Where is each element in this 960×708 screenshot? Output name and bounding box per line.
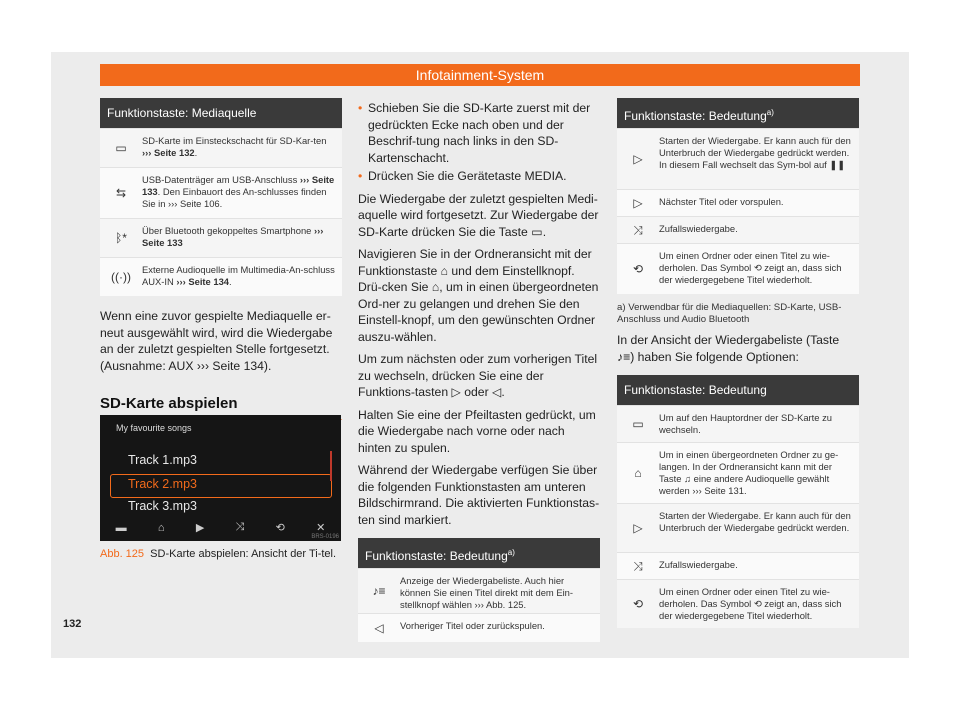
- page-number: 132: [63, 618, 82, 630]
- paragraph: Um zum nächsten oder zum vorherigen Titel zu wechseln, drücken Sie eine der Funktions-tasten ▷ oder ◁.: [358, 352, 598, 399]
- paragraph: In der Ansicht der Wiedergabeliste (Taste ♪≡) haben Sie folgende Optionen:: [617, 333, 840, 364]
- table-row: [100, 167, 342, 218]
- table-title: Funktionstaste: Mediaquelle: [100, 98, 342, 128]
- page-header: Infotainment-System: [100, 64, 860, 86]
- paragraph: Während der Wiedergabe verfügen Sie über die folgenden Funktionstasten am unteren Bildschirmrand. Die aktivierten Funktionstas-ten sind markiert.: [358, 463, 600, 527]
- row-text: Starten der Wiedergabe. Er kann auch für den Unterbruch der Wiedergabe gedrückt werden.: [659, 510, 851, 533]
- sd-card-icon: ▭: [115, 141, 127, 155]
- shuffle-icon: ⤨: [633, 558, 643, 573]
- table-row: [617, 579, 859, 628]
- row-text: Um einen Ordner oder einen Titel zu wie-derholen. Das Symbol ⟲ zeigt an, dass sich der wiedergegebene Titel wiederholt.: [659, 586, 842, 621]
- row-text: Nächster Titel oder vorspulen.: [659, 196, 784, 207]
- row-text: Über Bluetooth gekoppeltes Smartphone ››› Seite 133: [142, 225, 324, 248]
- row-text: Vorheriger Titel oder zurückspulen.: [400, 620, 545, 631]
- row-text: SD-Karte im Einsteckschacht für SD-Kar-ten ››› Seite 132.: [142, 135, 327, 158]
- paragraph: Navigieren Sie in der Ordneransicht mit der Funktionstaste ⌂ und dem Einstellknopf. Drü-cken Sie ⌂, um in einen übergeordneten Ord-ner zu gelangen und drehen Sie den Einstell-knopf, um den gewünschten Ordner auszu-wählen.: [358, 247, 599, 344]
- sd-card-icon: ▭: [632, 417, 644, 431]
- shuffle-icon: ⤨: [633, 222, 643, 237]
- bullet-paragraph: • Schieben Sie die SD-Karte zuerst mit der gedrückten Ecke nach oben und der Beschrif-tung nach links in den SD-Kartenschacht.: [358, 100, 600, 166]
- paragraph: Die Wiedergabe der zuletzt gespielten Medi-aquelle wird fortgesetzt. Zur Wiedergabe der SD-Karte drücken Sie die Taste ▭.: [358, 191, 599, 239]
- play-icon: ▷: [633, 152, 643, 166]
- table-row: [617, 503, 859, 552]
- sd-card-icon: ▬: [115, 521, 127, 534]
- track-item-selected: Track 2.mp3: [128, 477, 198, 491]
- track-item: Track 1.mp3: [128, 453, 198, 467]
- playlist-icon: ♪≡: [372, 584, 386, 598]
- table-row: [100, 257, 342, 296]
- table-title: Funktionstaste: Bedeutung: [617, 375, 859, 405]
- column-right: [617, 98, 859, 628]
- shuffle-icon: ⤨: [235, 521, 245, 533]
- close-icon: ✕: [316, 522, 326, 534]
- row-text: Um in einen übergeordneten Ordner zu ge-langen. In der Ordneransicht kann mit der Taste ♫ eine andere Audioquelle gewählt werden ››› Seite 131.: [659, 449, 839, 496]
- playlist-title: My favourite songs: [116, 423, 192, 433]
- repeat-icon: ⟲: [632, 262, 644, 276]
- table-row: [617, 216, 859, 243]
- function-key-table: [358, 538, 600, 642]
- table-row: [358, 613, 600, 642]
- table-row: [617, 442, 859, 503]
- table-row: [617, 405, 859, 442]
- scrollbar: [330, 451, 332, 481]
- column-left: [100, 98, 342, 420]
- play-icon: ▶: [195, 522, 205, 534]
- row-text: Zufallswiedergabe.: [659, 559, 738, 570]
- row-text: Starten der Wiedergabe. Er kann auch für den Unterbruch der Wiedergabe gedrückt werden. In diesem Fall wechselt das Sym-bol auf ❚❚: [659, 135, 851, 170]
- row-text: Zufallswiedergabe.: [659, 223, 738, 234]
- bullet-paragraph: • Drücken Sie die Gerätetaste MEDIA.: [358, 168, 600, 185]
- table-row: [100, 128, 342, 167]
- intro-paragraph: Wenn eine zuvor gespielte Mediaquelle er-neut ausgewählt wird, wird die Wiedergabe an der zuletzt gespielten Stelle fortgesetzt. (Ausnahme: AUX ››› Seite 134).: [100, 309, 333, 373]
- previous-icon: ◁: [374, 621, 384, 635]
- row-text: Anzeige der Wiedergabeliste. Auch hier können Sie einen Titel direkt mit dem Ein-stellknopf wählen ››› Abb. 125.: [400, 575, 574, 610]
- table-row: [358, 568, 600, 613]
- table-row: [100, 218, 342, 257]
- play-icon: ▷: [633, 521, 643, 535]
- usb-icon: ⇆: [115, 186, 127, 200]
- figure-code: BRS-0196: [311, 534, 339, 540]
- media-source-table: [100, 98, 342, 296]
- table-row: [617, 552, 859, 579]
- caption-label: Abb. 125: [100, 548, 145, 560]
- table-title: Funktionstaste: Bedeutung$^{a)}$: [617, 98, 859, 128]
- table-row: [617, 128, 859, 189]
- next-icon: ▷: [633, 196, 643, 210]
- row-text: Um einen Ordner oder einen Titel zu wie-derholen. Das Symbol ⟲ zeigt an, dass sich der wiedergegebene Titel wiederholt.: [659, 250, 842, 285]
- track-item: Track 3.mp3: [128, 499, 198, 513]
- repeat-icon: ⟲: [632, 597, 644, 611]
- row-text: Externe Audioquelle im Multimedia-An-schluss AUX-IN ››› Seite 134.: [142, 264, 335, 287]
- playlist-options-table: [617, 375, 859, 628]
- table-title: Funktionstaste: Bedeutung$^{a)}$: [358, 538, 600, 568]
- table-row: [617, 243, 859, 294]
- row-text: Um auf den Hauptordner der SD-Karte zu wechseln.: [659, 412, 833, 435]
- footnote: a) Verwendbar für die Mediaquellen: SD-Karte, USB-Anschluss und Audio Bluetooth: [617, 302, 842, 325]
- bluetooth-icon: ᛒ*: [115, 231, 127, 245]
- paragraph: Halten Sie eine der Pfeiltasten gedrückt, um die Wiedergabe nach vorne oder nach hinten zu spulen.: [358, 407, 596, 455]
- function-key-table: [617, 98, 859, 294]
- folder-icon: ⌂: [157, 521, 165, 534]
- table-row: [617, 189, 859, 216]
- row-text: USB-Datenträger am USB-Anschluss ››› Seite 133. Den Einbauort des An-schlusses finden Sie in ››› Seite 106.: [142, 174, 335, 209]
- section-heading: SD-Karte abspielen: [100, 395, 238, 412]
- sd-card-screen-figure: [100, 415, 341, 541]
- figure-caption: [100, 548, 342, 561]
- caption-text: SD-Karte abspielen: Ansicht der Ti-tel.: [150, 548, 337, 560]
- screen-button-bar: [100, 514, 341, 541]
- aux-icon: ((·)): [111, 270, 131, 284]
- folder-up-icon: ⌂: [634, 466, 642, 480]
- repeat-icon: ⟲: [275, 522, 285, 534]
- column-middle: [358, 100, 600, 642]
